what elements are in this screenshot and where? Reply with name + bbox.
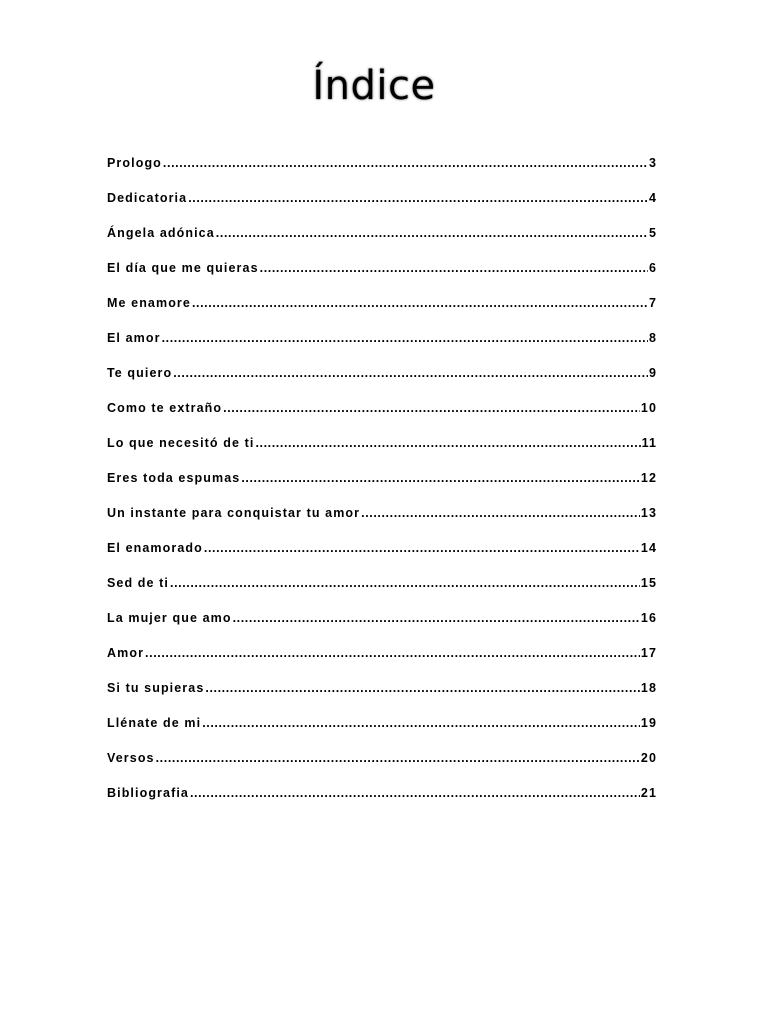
- toc-entry-label: Llénate de mi: [107, 716, 202, 730]
- toc-entry: [107, 261, 657, 296]
- toc-entry-label: Amor: [107, 646, 145, 660]
- toc-dot-leader: [145, 646, 640, 660]
- toc-entry-label: El día que me quieras: [107, 261, 259, 275]
- toc-entry: [107, 226, 657, 261]
- toc-entry: [107, 331, 657, 366]
- toc-entry: [107, 401, 657, 436]
- toc-entry: [107, 751, 657, 786]
- toc-entry-label: Ángela adónica: [107, 226, 215, 240]
- toc-entry-label: Me enamore: [107, 296, 191, 310]
- toc-entry-label: Bibliografia: [107, 786, 189, 800]
- toc-entry-label: El enamorado: [107, 541, 203, 555]
- toc-entry-page: 17: [640, 646, 657, 660]
- toc-entry-label: Sed de ti: [107, 576, 169, 590]
- toc-entry-label: Si tu supieras: [107, 681, 205, 695]
- toc-entry: [107, 611, 657, 646]
- toc-entry-label: El amor: [107, 331, 161, 345]
- toc-entry: [107, 646, 657, 681]
- toc-entry: [107, 541, 657, 576]
- toc-entry: [107, 506, 657, 541]
- toc-entry-label: Prologo: [107, 156, 162, 170]
- toc-entry-page: 12: [640, 471, 657, 485]
- toc-dot-leader: [192, 296, 648, 310]
- toc-entry-label: Como te extraño: [107, 401, 223, 415]
- page-title: [0, 56, 768, 116]
- toc-entry-page: 20: [640, 751, 657, 765]
- toc-dot-leader: [170, 576, 640, 590]
- toc-entry: [107, 366, 657, 401]
- toc-entry-label: Versos: [107, 751, 155, 765]
- toc-entry-label: La mujer que amo: [107, 611, 232, 625]
- toc-dot-leader: [361, 506, 640, 520]
- toc-dot-leader: [260, 261, 648, 275]
- toc-entry-page: 3: [648, 156, 657, 170]
- toc-entry: [107, 576, 657, 611]
- toc-entry: [107, 436, 657, 471]
- table-of-contents: [107, 156, 657, 821]
- toc-entry-page: 4: [648, 191, 657, 205]
- toc-dot-leader: [202, 716, 640, 730]
- toc-entry-label: Eres toda espumas: [107, 471, 241, 485]
- toc-entry: [107, 156, 657, 191]
- toc-dot-leader: [190, 786, 640, 800]
- toc-entry-page: 7: [648, 296, 657, 310]
- toc-entry-page: 10: [640, 401, 657, 415]
- toc-entry: [107, 296, 657, 331]
- toc-entry: [107, 191, 657, 226]
- toc-dot-leader: [216, 226, 648, 240]
- toc-entry-page: 11: [641, 436, 657, 450]
- toc-dot-leader: [241, 471, 640, 485]
- toc-dot-leader: [204, 541, 640, 555]
- toc-entry-page: 18: [640, 681, 657, 695]
- toc-dot-leader: [223, 401, 640, 415]
- toc-entry-page: 13: [640, 506, 657, 520]
- toc-entry-page: 5: [648, 226, 657, 240]
- toc-entry-page: 6: [648, 261, 657, 275]
- toc-entry: [107, 716, 657, 751]
- toc-entry-label: Un instante para conquistar tu amor: [107, 506, 361, 520]
- toc-entry-page: 9: [648, 366, 657, 380]
- toc-entry-label: Dedicatoria: [107, 191, 188, 205]
- toc-entry-page: 21: [640, 786, 657, 800]
- toc-entry-page: 16: [640, 611, 657, 625]
- toc-dot-leader: [163, 156, 648, 170]
- toc-entry: [107, 786, 657, 821]
- toc-entry-page: 8: [648, 331, 657, 345]
- toc-dot-leader: [255, 436, 640, 450]
- toc-entry: [107, 471, 657, 506]
- page-title-text: Índice: [312, 63, 436, 109]
- toc-dot-leader: [162, 331, 648, 345]
- toc-dot-leader: [233, 611, 640, 625]
- toc-entry: [107, 681, 657, 716]
- toc-entry-label: Te quiero: [107, 366, 173, 380]
- toc-entry-page: 14: [640, 541, 657, 555]
- toc-entry-page: 15: [640, 576, 657, 590]
- toc-entry-label: Lo que necesitó de ti: [107, 436, 255, 450]
- toc-dot-leader: [188, 191, 648, 205]
- toc-entry-page: 19: [640, 716, 657, 730]
- toc-dot-leader: [205, 681, 640, 695]
- toc-dot-leader: [156, 751, 640, 765]
- toc-dot-leader: [173, 366, 648, 380]
